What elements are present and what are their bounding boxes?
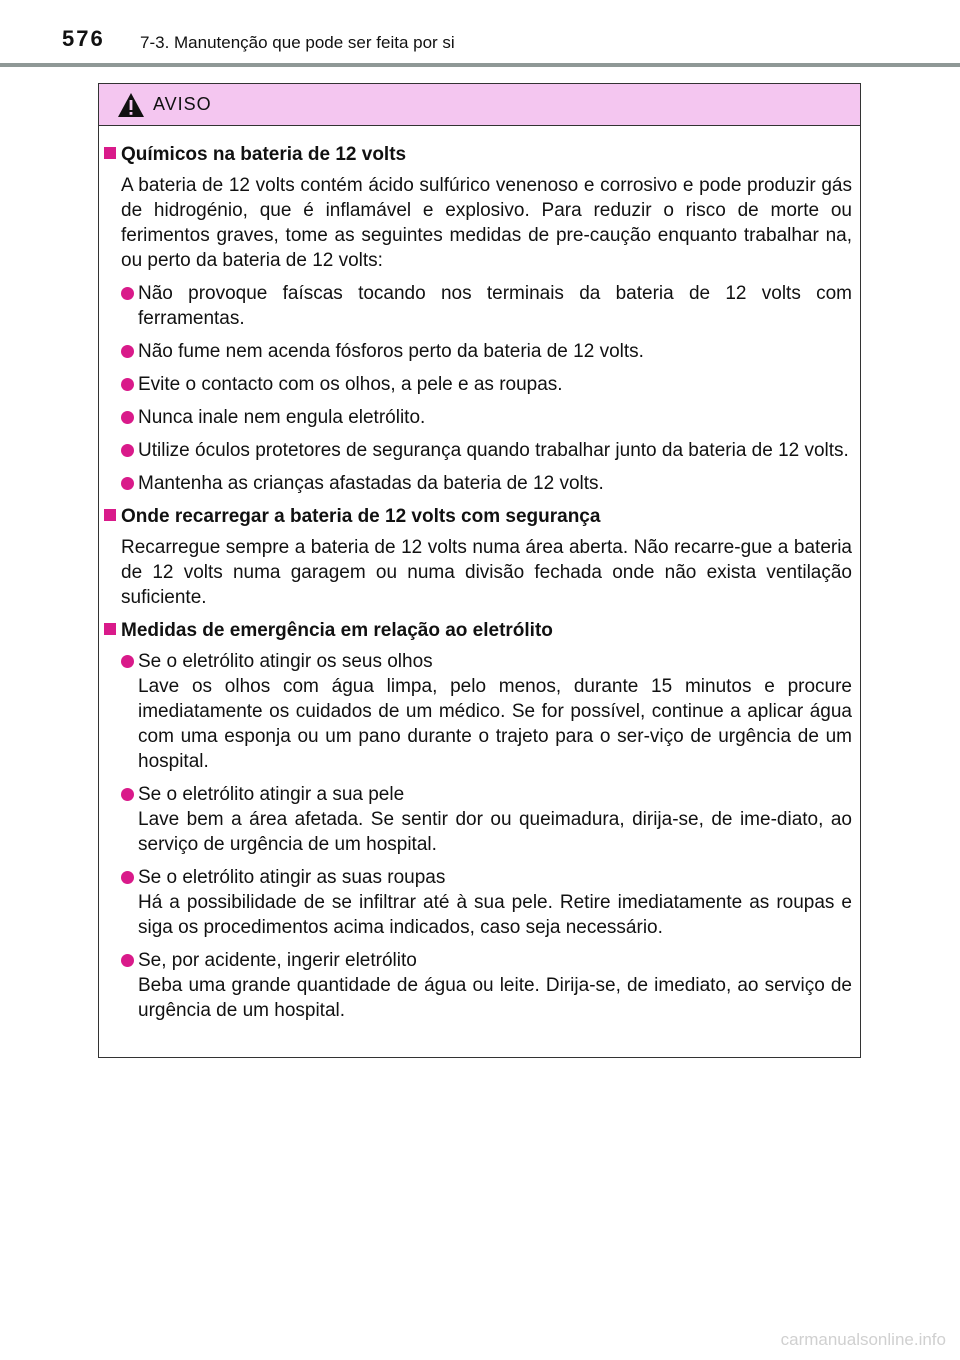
bullet-item (104, 471, 852, 496)
section-heading (104, 504, 852, 529)
bullet-text (138, 281, 852, 331)
bullet-text (138, 372, 852, 397)
bullet-item (104, 948, 852, 1023)
bullet-text (138, 782, 852, 857)
bullet-item (104, 372, 852, 397)
round-bullet-icon (121, 477, 134, 490)
watermark: carmanualsonline.info (780, 1330, 946, 1349)
warning-content (99, 126, 860, 1023)
bullet-item (104, 339, 852, 364)
bullet-text (138, 865, 852, 940)
bullet-title: Se o eletrólito atingir as suas roupas (138, 867, 446, 888)
bullet-body: Mantenha as crianças afastadas da bateria de 12 volts. (138, 473, 604, 494)
warning-triangle-icon (117, 92, 145, 118)
bullet-body: Lave bem a área afetada. Se sentir dor ou queimadura, dirija-se, de ime-diato, ao serviço de urgência de um hospital. (138, 809, 852, 855)
bullet-title: Se, por acidente, ingerir eletrólito (138, 950, 417, 971)
warning-box (98, 83, 861, 1058)
bullet-body: Evite o contacto com os olhos, a pele e as roupas. (138, 374, 563, 395)
square-bullet-icon (104, 509, 116, 521)
round-bullet-icon (121, 411, 134, 424)
bullet-text (138, 649, 852, 774)
bullet-title: Se o eletrólito atingir a sua pele (138, 784, 405, 805)
round-bullet-icon (121, 954, 134, 967)
bullet-text (138, 438, 852, 463)
section-heading-text: Químicos na bateria de 12 volts (121, 144, 407, 165)
bullet-text (138, 948, 852, 1023)
bullet-item (104, 281, 852, 331)
warning-label: AVISO (153, 94, 212, 114)
round-bullet-icon (121, 345, 134, 358)
warning-header (99, 84, 860, 126)
bullet-title: Se o eletrólito atingir os seus olhos (138, 651, 433, 672)
round-bullet-icon (121, 378, 134, 391)
section-heading (104, 618, 852, 643)
page-number: 576 (62, 26, 105, 51)
round-bullet-icon (121, 871, 134, 884)
round-bullet-icon (121, 788, 134, 801)
round-bullet-icon (121, 444, 134, 457)
bullet-item (104, 405, 852, 430)
section-heading-text: Medidas de emergência em relação ao eletrólito (121, 620, 553, 641)
section-paragraph: A bateria de 12 volts contém ácido sulfúrico venenoso e corrosivo e pode produzir gás de hidrogénio, que é inflamável e explosivo. Para reduzir o risco de morte ou ferimentos graves, tome as seguintes medidas de pre-caução enquanto trabalhar na, ou perto da bateria de 12 volts: (121, 175, 852, 271)
round-bullet-icon (121, 655, 134, 668)
section-title: 7-3. Manutenção que pode ser feita por si (140, 33, 455, 52)
round-bullet-icon (121, 287, 134, 300)
section-heading-text: Onde recarregar a bateria de 12 volts com segurança (121, 506, 601, 527)
square-bullet-icon (104, 147, 116, 159)
bullet-body: Não fume nem acenda fósforos perto da bateria de 12 volts. (138, 341, 644, 362)
bullet-body: Lave os olhos com água limpa, pelo menos, durante 15 minutos e procure imediatamente os cuidados de um médico. Se for possível, continue a aplicar água com uma esponja ou um pano durante o trajeto para o ser-viço de urgência de um hospital. (138, 676, 852, 772)
bullet-text (138, 471, 852, 496)
bullet-item (104, 865, 852, 940)
header-divider (0, 63, 960, 67)
bullet-text (138, 405, 852, 430)
square-bullet-icon (104, 623, 116, 635)
section-heading (104, 142, 852, 167)
bullet-body: Beba uma grande quantidade de água ou leite. Dirija-se, de imediato, ao serviço de urgência de um hospital. (138, 975, 852, 1021)
bullet-body: Há a possibilidade de se infiltrar até à sua pele. Retire imediatamente as roupas e siga os procedimentos acima indicados, caso seja necessário. (138, 892, 852, 938)
bullet-item (104, 782, 852, 857)
bullet-text (138, 339, 852, 364)
bullet-body: Não provoque faíscas tocando nos terminais da bateria de 12 volts com ferramentas. (138, 283, 852, 329)
bullet-body: Utilize óculos protetores de segurança quando trabalhar junto da bateria de 12 volts. (138, 440, 849, 461)
bullet-item (104, 438, 852, 463)
section-paragraph: Recarregue sempre a bateria de 12 volts numa área aberta. Não recarre-gue a bateria de 12 volts numa garagem ou numa divisão fechada onde não exista ventilação suficiente. (121, 537, 852, 608)
bullet-body: Nunca inale nem engula eletrólito. (138, 407, 426, 428)
bullet-item (104, 649, 852, 774)
